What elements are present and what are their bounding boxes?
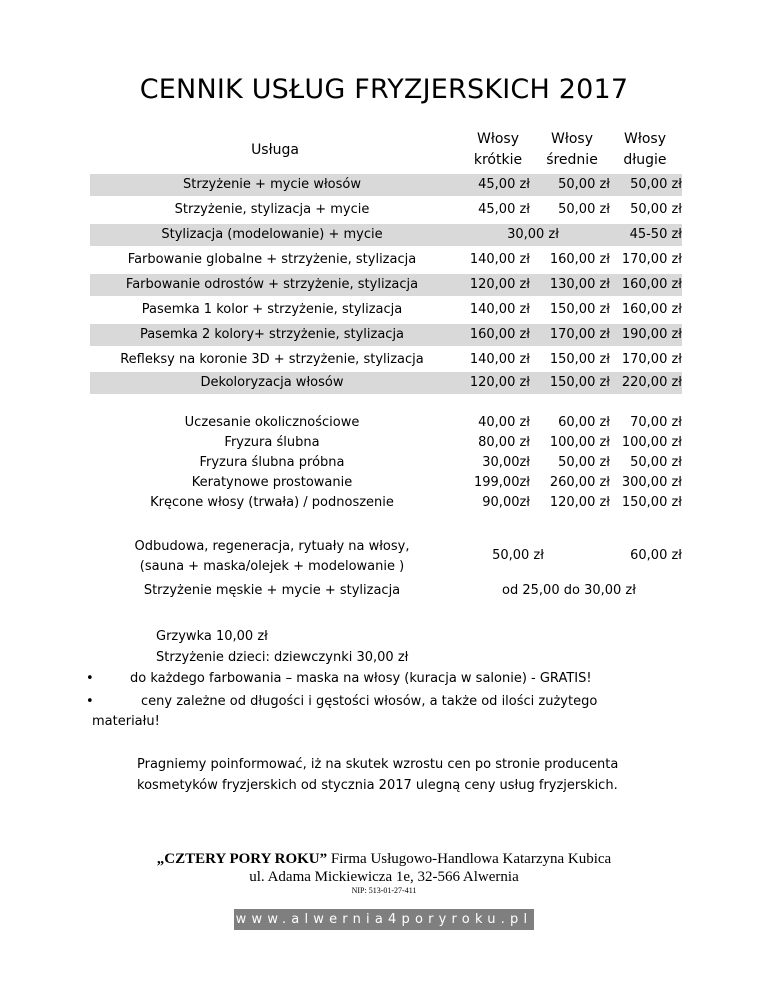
occasion-prices-short (458, 413, 530, 513)
price-short: 45,00 zł (478, 202, 530, 217)
price-long: 50,00 zł (630, 455, 682, 470)
price-short: 40,00 zł (478, 415, 530, 430)
price-row (90, 372, 682, 394)
bullet-item: ceny zależne od długości i gęstości włosów, a także od ilości zużytego (141, 694, 598, 709)
service-label: Kręcone włosy (trwała) / podnoszenie (150, 495, 394, 510)
page-title: CENNIK USŁUG FRYZJERSKICH 2017 (139, 74, 629, 105)
price-row (90, 174, 682, 196)
price-short: 120,00 zł (469, 375, 530, 390)
service-label: Stylizacja (modelowanie) + mycie (161, 227, 383, 242)
price-short: 140,00 zł (469, 252, 530, 267)
price-row (90, 224, 682, 246)
price-short: 80,00 zł (478, 435, 530, 450)
treatment-label (90, 537, 454, 577)
price-long: 160,00 zł (621, 302, 682, 317)
price-short: 160,00 zł (469, 327, 530, 342)
price-medium: 100,00 zł (549, 435, 610, 450)
service-label: Pasemka 1 kolor + strzyżenie, stylizacja (141, 302, 403, 317)
price-long: 150,00 zł (621, 495, 682, 510)
price-medium: 260,00 zł (549, 475, 610, 490)
notice-line: kosmetyków fryzjerskich od stycznia 2017 ulegną ceny usług fryzjerskich. (137, 778, 618, 793)
price-short: 140,00 zł (469, 352, 530, 367)
price-row (90, 299, 682, 321)
header-medium-hair (532, 129, 612, 171)
price-medium: 130,00 zł (549, 277, 610, 292)
header-long-hair (605, 129, 685, 171)
price-row (90, 349, 682, 371)
company-description: Firma Usługowo-Handlowa Katarzyna Kubica (327, 851, 612, 867)
bullet-item-continuation: materiału! (92, 714, 160, 729)
website-link[interactable]: www.alwernia4poryroku.pl (234, 909, 534, 930)
notice-line: Pragniemy poinformować, iż na skutek wzrostu cen po stronie producenta (137, 757, 619, 772)
header-medium-hair-line2: średnie (546, 152, 598, 168)
treatment-label-line1: Odbudowa, regeneracja, rytuały na włosy, (134, 539, 410, 554)
price-short: 90,00zł (482, 495, 530, 510)
price-long: 160,00 zł (621, 277, 682, 292)
occasion-prices-medium (536, 413, 610, 513)
treatment-price-short: 50,00 zł (492, 548, 544, 563)
price-medium: 60,00 zł (558, 415, 610, 430)
bangs-price: Grzywka 10,00 zł (156, 629, 268, 644)
bullet-dot: • (86, 671, 94, 686)
price-long: 45-50 zł (629, 227, 682, 242)
header-service: Usługa (251, 142, 299, 158)
company-brand: „CZTERY PORY ROKU” (156, 851, 328, 867)
price-medium: 120,00 zł (549, 495, 610, 510)
price-long: 170,00 zł (621, 352, 682, 367)
occasion-prices-long (610, 413, 682, 513)
price-long: 300,00 zł (621, 475, 682, 490)
header-short-hair-line1: Włosy (477, 131, 519, 147)
price-long: 70,00 zł (630, 415, 682, 430)
price-short: 140,00 zł (469, 302, 530, 317)
price-medium: 150,00 zł (549, 375, 610, 390)
price-long: 170,00 zł (621, 252, 682, 267)
price-medium: 150,00 zł (549, 302, 610, 317)
price-medium: 150,00 zł (549, 352, 610, 367)
bullet-dot: • (86, 694, 94, 709)
service-label: Refleksy na koronie 3D + strzyżenie, stylizacja (120, 352, 424, 367)
header-long-hair-line2: długie (623, 152, 667, 168)
price-row (90, 199, 682, 221)
price-medium: 50,00 zł (558, 202, 610, 217)
header-short-hair (458, 129, 538, 171)
price-short: 30,00zł (482, 455, 530, 470)
bullet-item: do każdego farbowania – maska na włosy (kuracja w salonie) - GRATIS! (130, 671, 592, 686)
service-label: Pasemka 2 kolory+ strzyżenie, stylizacja (139, 327, 405, 342)
price-long: 190,00 zł (621, 327, 682, 342)
company-nip: NIP: 513-01-27-411 (351, 886, 417, 895)
header-short-hair-line2: krótkie (473, 152, 523, 168)
service-label: Strzyżenie + mycie włosów (183, 177, 361, 192)
price-long: 50,00 zł (630, 202, 682, 217)
treatment-price-long: 60,00 zł (630, 548, 682, 563)
price-short: 45,00 zł (478, 177, 530, 192)
price-medium: 170,00 zł (549, 327, 610, 342)
mens-haircut-price: od 25,00 do 30,00 zł (502, 583, 636, 598)
occasion-labels (90, 413, 454, 513)
price-medium: 160,00 zł (549, 252, 610, 267)
price-short: 120,00 zł (469, 277, 530, 292)
company-address: ul. Adama Mickiewicza 1e, 32-566 Alwernia (249, 869, 519, 885)
treatment-label-line2: (sauna + maska/olejek + modelowanie ) (139, 559, 405, 574)
price-short-medium: 30,00 zł (507, 227, 559, 242)
price-long: 220,00 zł (621, 375, 682, 390)
price-medium: 50,00 zł (558, 177, 610, 192)
service-label: Fryzura ślubna (224, 435, 320, 450)
price-short: 199,00zł (473, 475, 530, 490)
service-label: Fryzura ślubna próbna (199, 455, 345, 470)
service-label: Farbowanie odrostów + strzyżenie, stylizacja (125, 277, 419, 292)
header-medium-hair-line1: Włosy (551, 131, 593, 147)
service-label: Strzyżenie, stylizacja + mycie (174, 202, 370, 217)
price-long: 100,00 zł (621, 435, 682, 450)
service-label: Uczesanie okolicznościowe (184, 415, 360, 430)
header-long-hair-line1: Włosy (624, 131, 666, 147)
price-row (90, 249, 682, 271)
service-label: Farbowanie globalne + strzyżenie, stylizacja (127, 252, 417, 267)
service-label: Dekoloryzacja włosów (200, 375, 344, 390)
mens-haircut-label: Strzyżenie męskie + mycie + stylizacja (143, 583, 401, 598)
service-label: Keratynowe prostowanie (191, 475, 353, 490)
price-long: 50,00 zł (630, 177, 682, 192)
price-row (90, 274, 682, 296)
price-row (90, 324, 682, 346)
kids-haircut-price: Strzyżenie dzieci: dziewczynki 30,00 zł (156, 650, 409, 665)
company-name (0, 850, 768, 868)
price-medium: 50,00 zł (558, 455, 610, 470)
